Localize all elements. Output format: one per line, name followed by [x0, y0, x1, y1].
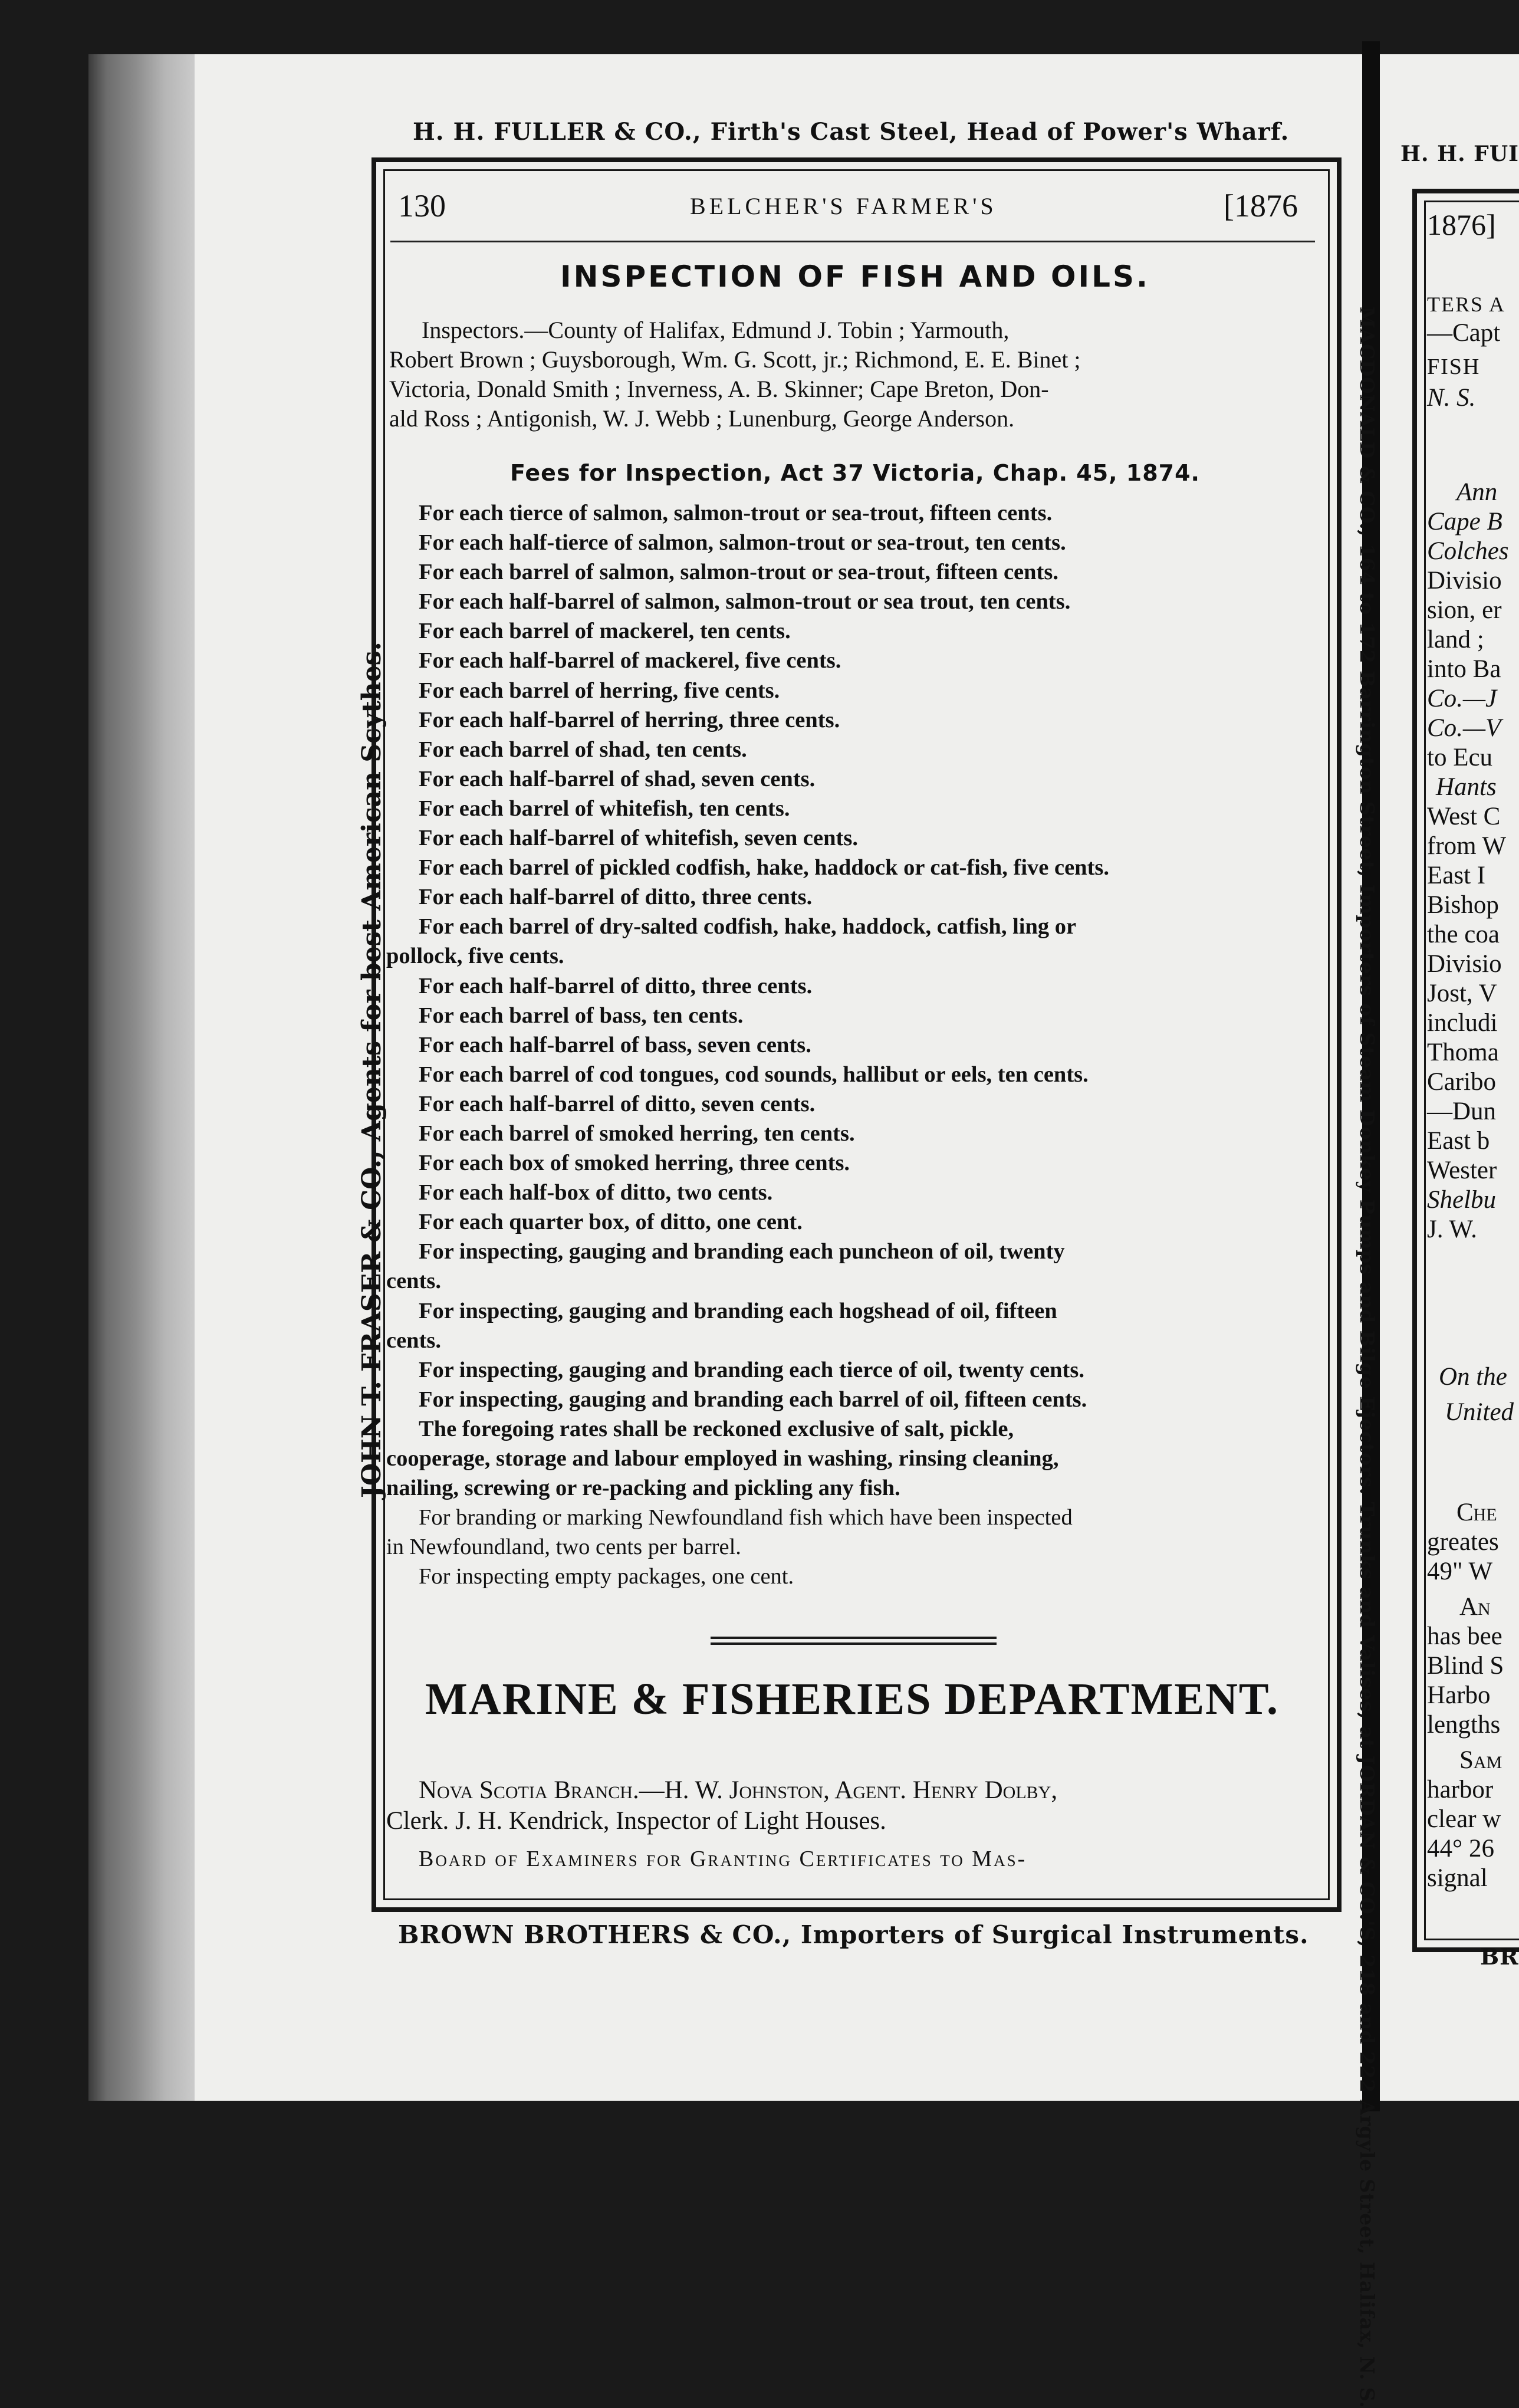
facing-line: FISH [1427, 354, 1481, 379]
fee-line: cents. [386, 1328, 442, 1353]
fee-line: For inspecting, gauging and branding each tierce of oil, twenty cents. [419, 1357, 1084, 1382]
fee-line: For each barrel of mackerel, ten cents. [419, 619, 791, 644]
facing-line: TERS A [1427, 293, 1506, 316]
facing-line: East b [1427, 1127, 1490, 1155]
facing-line: Co.—J [1427, 685, 1497, 712]
fee-line: For inspecting, gauging and branding each barrel of oil, fifteen cents. [419, 1387, 1087, 1412]
facing-line: Jost, V [1427, 980, 1497, 1007]
fee-line: For each box of smoked herring, three cents. [419, 1151, 850, 1176]
fees-heading: Fees for Inspection, Act 37 Victoria, Chap. 45, 1874. [509, 460, 1200, 486]
fee-line: For each half-box of ditto, two cents. [419, 1180, 773, 1205]
facing-line: United [1445, 1398, 1514, 1426]
facing-line: from W [1427, 832, 1507, 860]
fee-line: For each half-barrel of mackerel, five cents. [419, 648, 841, 674]
fee-line: For each barrel of shad, ten cents. [419, 737, 747, 762]
nova-scotia-branch [386, 1775, 1318, 1837]
facing-line: —Capt [1427, 319, 1501, 347]
facing-line: —Dun [1427, 1098, 1497, 1125]
fee-line: For each barrel of dry-salted codfish, hake, haddock, catfish, ling or [419, 914, 1077, 939]
top-advertisement: H. H. FULLER & CO., Firth's Cast Steel, Head of Power's Wharf. [413, 118, 1290, 146]
facing-line: signal [1427, 1864, 1488, 1892]
left-margin-advertisement: JOHN T. FRASER & CO., Agents for best American Scythes. [357, 642, 387, 1498]
facing-line: Wester [1427, 1157, 1497, 1184]
facing-line: harbor [1427, 1776, 1494, 1803]
facing-line: West C [1427, 803, 1501, 830]
fee-line: For branding or marking Newfoundland fish which have been inspected [419, 1505, 1073, 1530]
facing-line: lengths [1427, 1711, 1501, 1739]
facing-line: greates [1427, 1528, 1499, 1556]
facing-line: Sam [1459, 1746, 1502, 1774]
fee-line: For each barrel of salmon, salmon-trout or sea-trout, fifteen cents. [419, 560, 1058, 585]
facing-line: Shelbu [1427, 1186, 1497, 1214]
facing-line: Bishop [1427, 891, 1499, 919]
page-number: 130 [398, 188, 446, 224]
inspectors-line: Robert Brown ; Guysborough, Wm. G. Scott, jr.; Richmond, E. E. Binet ; [389, 346, 1081, 373]
section-title-inspection: INSPECTION OF FISH AND OILS. [560, 259, 1150, 294]
fee-line: For each half-barrel of ditto, three cents. [419, 885, 813, 910]
fee-line: nailing, screwing or re-packing and pickling any fish. [386, 1476, 900, 1501]
double-rule-divider [711, 1637, 997, 1645]
facing-line: Cape B [1427, 508, 1502, 536]
inspectors-line: ald Ross ; Antigonish, W. J. Webb ; Lunenburg, George Anderson. [389, 405, 1015, 432]
fee-list [386, 498, 1318, 1591]
running-year: [1876 [1224, 188, 1298, 224]
fee-line: For each half-barrel of herring, three cents. [419, 707, 840, 732]
fee-line: For each barrel of whitefish, ten cents. [419, 796, 790, 821]
inspectors-paragraph [389, 316, 1318, 433]
fee-line: For each half-barrel of shad, seven cents. [419, 766, 816, 791]
facing-line: Thoma [1427, 1039, 1499, 1066]
facing-line: sion, er [1427, 596, 1502, 624]
facing-line: to Ecu [1427, 744, 1493, 771]
facing-line: includi [1427, 1009, 1498, 1037]
facing-line: Che [1456, 1499, 1497, 1526]
bottom-advertisement: BROWN BROTHERS & CO., Importers of Surgical Instruments. [398, 1920, 1309, 1949]
ns-line: Nova Scotia Branch.—H. W. Johnston, Agent. Henry Dolby, [419, 1776, 1058, 1804]
fee-line: For each barrel of herring, five cents. [419, 678, 780, 703]
fee-line: For each tierce of salmon, salmon-trout or sea-trout, fifteen cents. [419, 501, 1053, 525]
right-margin-advertisement: MACDONALD & CO., 164 to 172 Barrington Street, Importers of Steam Donkey Pumps and Bilge Ejectors. Trunks and Valises, at JORDAN & CO.'S, 218 and 222 Argyle Street, Halifax, N. S. [1356, 307, 1379, 2408]
fee-line: The foregoing rates shall be reckoned exclusive of salt, pickle, [419, 1416, 1014, 1441]
fee-line: For each half-barrel of bass, seven cents. [419, 1032, 811, 1057]
facing-line: Hants [1436, 773, 1497, 801]
fee-line: For inspecting, gauging and branding each hogshead of oil, fifteen [419, 1298, 1057, 1323]
fee-line: For each half-barrel of ditto, three cents. [419, 973, 813, 998]
fee-line: For inspecting, gauging and branding each puncheon of oil, twenty [419, 1239, 1065, 1264]
facing-line: the coa [1427, 921, 1500, 948]
facing-top-advertisement: H. H. FUI [1400, 142, 1519, 166]
facing-line: East I [1427, 862, 1486, 889]
facing-line: Harbo [1427, 1681, 1491, 1709]
section-title-marine: MARINE & FISHERIES DEPARTMENT. [425, 1674, 1279, 1724]
facing-year: 1876] [1427, 208, 1496, 241]
inspectors-line: Inspectors.—County of Halifax, Edmund J. Tobin ; Yarmouth, [422, 317, 1010, 343]
facing-line: clear w [1427, 1805, 1501, 1833]
facing-line: Ann [1456, 478, 1498, 506]
facing-line: Blind S [1427, 1652, 1504, 1680]
facing-line: into Ba [1427, 655, 1501, 683]
facing-line: has bee [1427, 1622, 1502, 1650]
fee-line: For inspecting empty packages, one cent. [419, 1564, 794, 1589]
book-spine [88, 54, 200, 2101]
facing-line: On the [1439, 1363, 1507, 1391]
facing-line: land ; [1427, 626, 1484, 653]
running-title: BELCHER'S FARMER'S [690, 193, 997, 219]
fee-line: For each barrel of pickled codfish, hake, haddock or cat-fish, five cents. [419, 855, 1110, 881]
fee-line: cents. [386, 1269, 442, 1294]
facing-line: Divisio [1427, 950, 1502, 978]
board-line: Board of Examiners for Granting Certificates to Mas- [419, 1847, 1027, 1871]
fee-line: For each half-barrel of salmon, salmon-trout or sea trout, ten cents. [419, 589, 1071, 615]
fee-line: For each half-barrel of whitefish, seven cents. [419, 826, 858, 851]
facing-line: An [1459, 1593, 1491, 1621]
facing-bottom-advertisement: BR [1480, 1943, 1519, 1970]
fee-line: in Newfoundland, two cents per barrel. [386, 1535, 741, 1560]
facing-line: Divisio [1427, 567, 1502, 594]
fee-line: For each barrel of smoked herring, ten cents. [419, 1121, 855, 1146]
facing-line: Colches [1427, 537, 1509, 565]
fee-line: For each half-tierce of salmon, salmon-trout or sea-trout, ten cents. [419, 530, 1066, 556]
fee-line: cooperage, storage and labour employed in washing, rinsing cleaning, [386, 1446, 1059, 1471]
fee-line: For each barrel of bass, ten cents. [419, 1003, 744, 1028]
inspectors-line: Victoria, Donald Smith ; Inverness, A. B. Skinner; Cape Breton, Don- [389, 376, 1049, 403]
facing-line: N. S. [1427, 384, 1476, 412]
fee-line: For each half-barrel of ditto, seven cents. [419, 1091, 816, 1116]
facing-line: Caribo [1427, 1068, 1497, 1096]
header-rule [390, 241, 1315, 242]
facing-line: 49" W [1427, 1558, 1493, 1585]
facing-line: 44° 26 [1427, 1835, 1494, 1862]
facing-line: Co.—V [1427, 714, 1501, 742]
ns-line: Clerk. J. H. Kendrick, Inspector of Light Houses. [386, 1807, 886, 1835]
fee-line: For each quarter box, of ditto, one cent. [419, 1210, 803, 1235]
fee-line: pollock, five cents. [386, 944, 564, 969]
fee-line: For each barrel of cod tongues, cod sounds, hallibut or eels, ten cents. [419, 1062, 1089, 1087]
facing-line: J. W. [1427, 1216, 1477, 1243]
